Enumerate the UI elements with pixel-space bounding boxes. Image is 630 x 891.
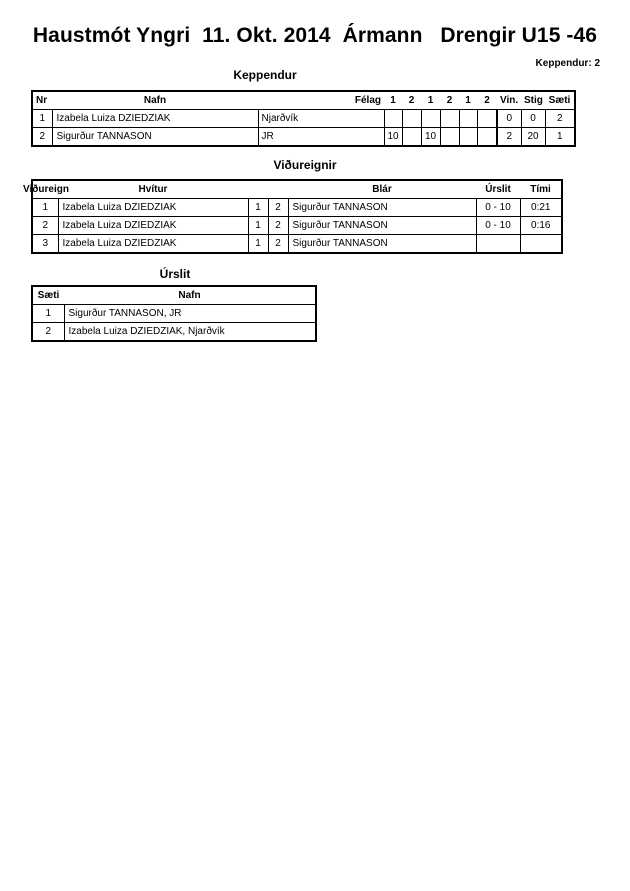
cell-nr: 2 — [32, 217, 58, 235]
col-round-1: 1 — [384, 91, 402, 110]
cell-saeti: 2 — [32, 323, 64, 342]
urslit-table — [31, 285, 317, 342]
col-round-3: 1 — [421, 91, 440, 110]
cell-hvitur: Izabela Luiza DZIEDZIAK — [58, 199, 248, 217]
col-round-2: 2 — [402, 91, 421, 110]
col-spacer — [268, 180, 288, 199]
col-saeti: Sæti — [545, 91, 575, 110]
cell-vin: 2 — [497, 128, 521, 147]
vidureignir-heading: Viðureignir — [273, 158, 337, 172]
cell-nafn: Sigurður TANNASON, JR — [64, 305, 316, 323]
cell-nafn: Izabela Luiza DZIEDZIAK, Njarðvík — [64, 323, 316, 342]
col-vin: Vin. — [497, 91, 521, 110]
cell-r3 — [421, 110, 440, 128]
col-urslit: Úrslit — [476, 180, 520, 199]
cell-nr: 3 — [32, 235, 58, 254]
cell-r3: 10 — [421, 128, 440, 147]
cell-felag: JR — [258, 128, 384, 147]
cell-saeti: 1 — [545, 128, 575, 147]
cell-urslit: 0 - 10 — [476, 199, 520, 217]
cell-r2 — [402, 110, 421, 128]
col-saeti: Sæti — [32, 286, 64, 305]
col-nr: Nr — [32, 91, 52, 110]
col-spacer — [248, 180, 268, 199]
cell-vin: 0 — [497, 110, 521, 128]
cell-nr: 1 — [32, 199, 58, 217]
keppendur-heading: Keppendur — [233, 68, 297, 82]
cell-urslit — [476, 235, 520, 254]
cell-r6 — [477, 110, 497, 128]
vidureignir-header-row — [32, 180, 562, 199]
col-blar: Blár — [288, 180, 476, 199]
cell-r1 — [384, 110, 402, 128]
cell-hvitur-nr: 1 — [248, 217, 268, 235]
participants-count-value: 2 — [594, 58, 600, 69]
cell-nr: 1 — [32, 110, 52, 128]
cell-r4 — [440, 110, 459, 128]
cell-blar-nr: 2 — [268, 199, 288, 217]
cell-saeti: 2 — [545, 110, 575, 128]
table-row — [32, 110, 575, 128]
urslit-header-row — [32, 286, 316, 305]
col-round-4: 2 — [440, 91, 459, 110]
cell-hvitur: Izabela Luiza DZIEDZIAK — [58, 235, 248, 254]
vidureignir-table — [23, 179, 563, 254]
col-round-6: 2 — [477, 91, 497, 110]
cell-urslit: 0 - 10 — [476, 217, 520, 235]
table-row — [32, 199, 562, 217]
page-title: Haustmót Yngri 11. Okt. 2014 Ármann Drengir U15 -46 — [32, 24, 598, 47]
participants-count-label: Keppendur: — [535, 58, 592, 69]
participants-count — [536, 58, 600, 69]
cell-r1: 10 — [384, 128, 402, 147]
cell-blar: Sigurður TANNASON — [288, 235, 476, 254]
cell-hvitur: Izabela Luiza DZIEDZIAK — [58, 217, 248, 235]
col-felag: Félag — [258, 91, 384, 110]
cell-felag: Njarðvík — [258, 110, 384, 128]
cell-stig: 20 — [521, 128, 545, 147]
col-timi: Tími — [520, 180, 562, 199]
cell-nafn: Sigurður TANNASON — [52, 128, 258, 147]
col-hvitur: Hvítur — [58, 180, 248, 199]
table-row — [32, 235, 562, 254]
cell-nafn: Izabela Luiza DZIEDZIAK — [52, 110, 258, 128]
cell-blar: Sigurður TANNASON — [288, 199, 476, 217]
col-nafn: Nafn — [64, 286, 316, 305]
keppendur-table — [31, 90, 576, 147]
table-row — [32, 323, 316, 342]
cell-r2 — [402, 128, 421, 147]
cell-timi — [520, 235, 562, 254]
cell-r5 — [459, 110, 477, 128]
col-vidureign: Viðureign — [22, 180, 48, 199]
cell-r4 — [440, 128, 459, 147]
cell-hvitur-nr: 1 — [248, 235, 268, 254]
cell-r6 — [477, 128, 497, 147]
col-stig: Stig — [521, 91, 545, 110]
cell-timi: 0:16 — [520, 217, 562, 235]
keppendur-header-row — [32, 91, 575, 110]
cell-nr: 2 — [32, 128, 52, 147]
cell-blar: Sigurður TANNASON — [288, 217, 476, 235]
cell-saeti: 1 — [32, 305, 64, 323]
cell-blar-nr: 2 — [268, 217, 288, 235]
cell-blar-nr: 2 — [268, 235, 288, 254]
cell-timi: 0:21 — [520, 199, 562, 217]
cell-r5 — [459, 128, 477, 147]
cell-stig: 0 — [521, 110, 545, 128]
table-row — [32, 128, 575, 147]
col-nafn: Nafn — [52, 91, 258, 110]
table-row — [32, 305, 316, 323]
table-row — [32, 217, 562, 235]
urslit-heading: Úrslit — [159, 267, 191, 281]
cell-hvitur-nr: 1 — [248, 199, 268, 217]
col-round-5: 1 — [459, 91, 477, 110]
